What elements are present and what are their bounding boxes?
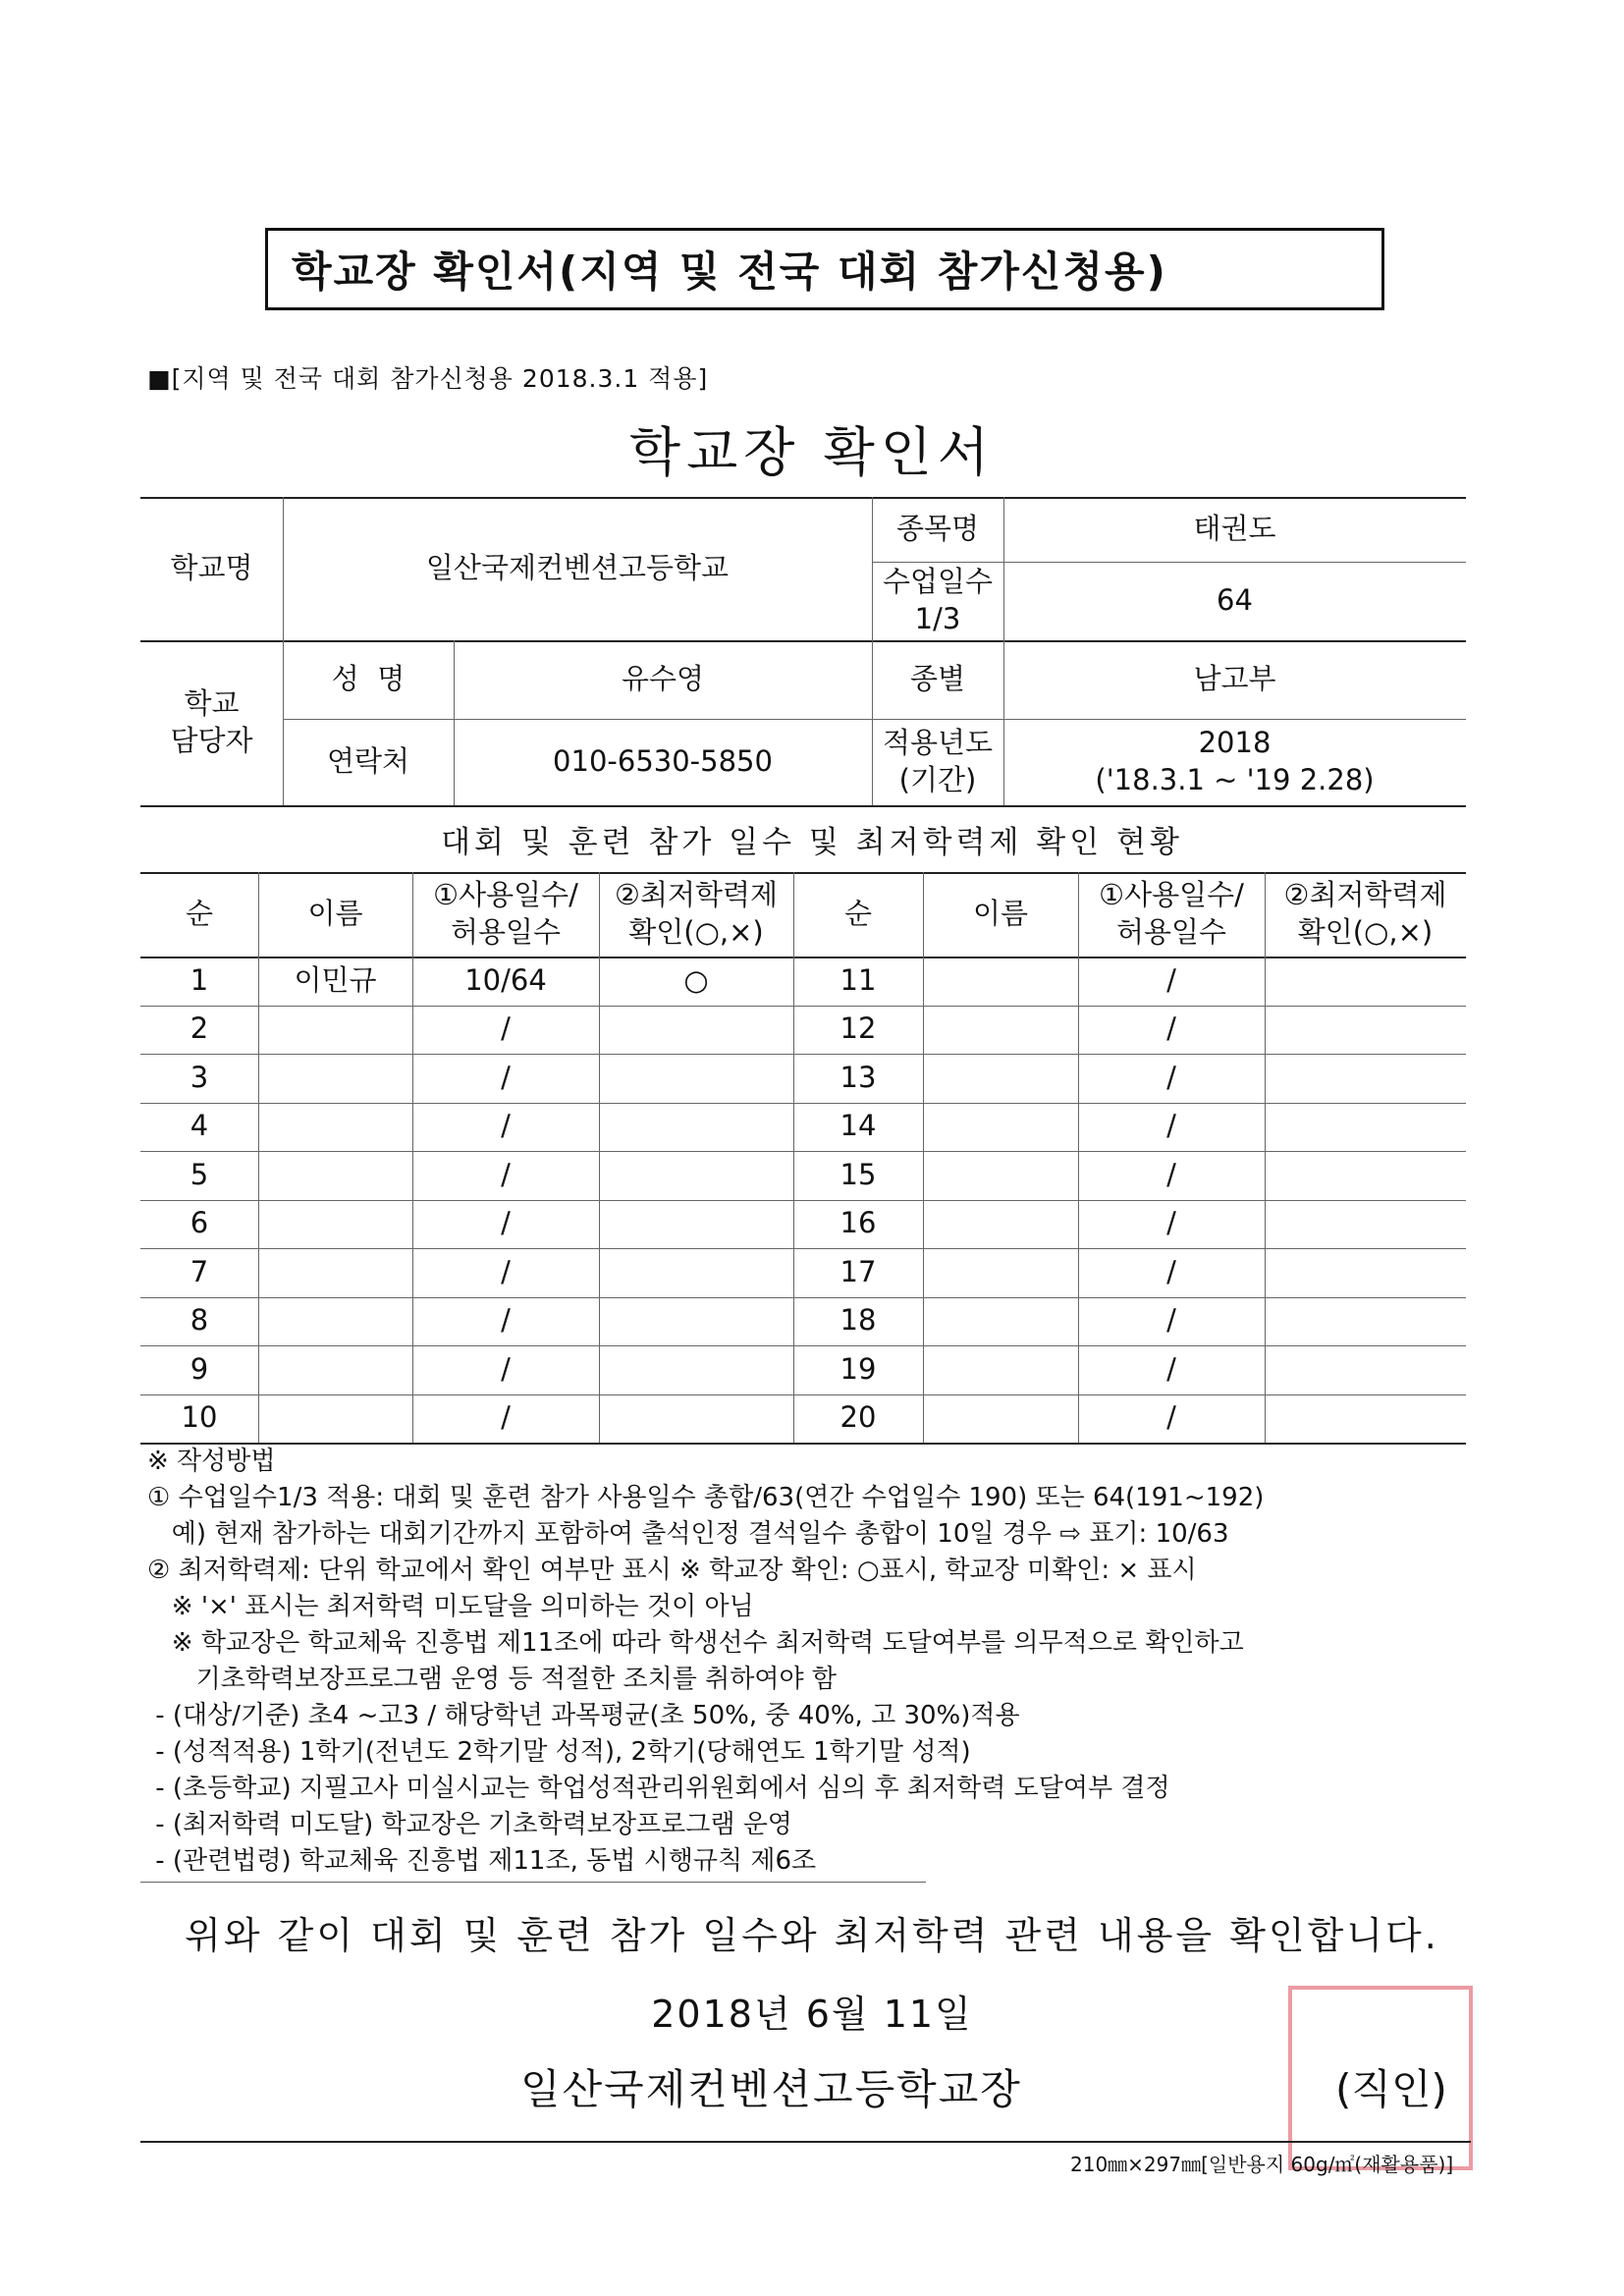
row-student-name [258, 1297, 412, 1346]
row-check [599, 1151, 793, 1200]
row-days: / [1166, 1060, 1176, 1094]
row-days: / [1166, 1400, 1176, 1435]
note-line: ① 수업일수1/3 적용: 대회 및 훈련 참가 사용일수 총합/63(연간 수업일수 190) 또는 64(191~192) [147, 1483, 1265, 1512]
paper-spec: 210㎜×297㎜[일반용지 60g/㎡(재활용품)] [1070, 2153, 1454, 2176]
header-days [412, 872, 599, 957]
header-name: 이름 [307, 897, 363, 931]
row-days: / [1166, 1254, 1176, 1288]
row-student-name [923, 957, 1078, 1006]
row-number: 3 [189, 1060, 209, 1094]
confirmation-statement: 위와 같이 대회 및 훈련 참가 일수와 최저학력 관련 내용을 확인합니다. [185, 1914, 1439, 1957]
row-number: 10 [181, 1400, 218, 1435]
row-student-name [923, 1006, 1078, 1055]
row-check [599, 1103, 793, 1152]
row-number: 19 [839, 1351, 877, 1386]
form-title-box [265, 228, 1384, 310]
row-check: ○ [683, 962, 709, 997]
row-days: / [501, 1303, 511, 1338]
row-number: 4 [189, 1109, 209, 1143]
staff-label-line2: 담당자 [170, 724, 253, 757]
note-line: ※ '×' 표시는 최저학력 미도달을 의미하는 것이 아님 [147, 1592, 754, 1621]
form-title: 학교장 확인서(지역 및 전국 대회 참가신청용) [292, 247, 1167, 296]
header-days-line1: ①사용일수/ [1099, 878, 1244, 912]
row-student-name [923, 1297, 1078, 1346]
staff-label-line1: 학교 [184, 686, 240, 721]
row-number: 15 [839, 1157, 877, 1191]
row-number: 1 [189, 962, 209, 997]
row-check [599, 1006, 793, 1055]
row-check [599, 1297, 793, 1346]
sport-value: 태권도 [1193, 512, 1276, 546]
row-number: 2 [189, 1011, 209, 1046]
row-days: / [1166, 1303, 1176, 1338]
info-divider [140, 805, 1466, 807]
note-line: - (관련법령) 학교체육 진흥법 제11조, 동법 시행규칙 제6조 [147, 1846, 817, 1876]
row-number: 5 [189, 1157, 209, 1191]
row-check [599, 1248, 793, 1297]
header-name: 이름 [972, 897, 1029, 931]
year-label-line1: 적용년도 [882, 726, 994, 760]
row-check [1265, 1006, 1466, 1055]
row-days: / [1166, 1011, 1176, 1046]
row-check [1265, 1200, 1466, 1249]
section-title: 대회 및 훈련 참가 일수 및 최저학력제 확인 현황 [441, 825, 1183, 860]
row-check [599, 1200, 793, 1249]
header-days-line1: ①사용일수/ [433, 878, 578, 912]
note-line: 예) 현재 참가하는 대회기간까지 포함하여 출석인정 결석일수 총합이 10일 경우 ⇨ 표기: 10/63 [147, 1519, 1229, 1549]
row-check [1265, 1103, 1466, 1152]
classdays-label [872, 562, 1003, 640]
row-days: / [501, 1254, 511, 1288]
row-number: 6 [189, 1206, 209, 1240]
row-days: / [501, 1400, 511, 1435]
note-line: ※ 작성방법 [147, 1447, 276, 1476]
note-line: - (대상/기준) 초4 ~고3 / 해당학년 과목평균(초 50%, 중 40%, 고 30%)적용 [147, 1701, 1020, 1730]
row-student-name [258, 1054, 412, 1103]
category-value: 남고부 [1193, 662, 1276, 696]
contact-label: 연락처 [326, 744, 410, 779]
note-line: - (성적적용) 1학기(전년도 2학기말 성적), 2학기(당해연도 1학기말 성적) [147, 1737, 971, 1767]
header-no: 순 [185, 897, 213, 931]
school-value: 일산국제컨벤션고등학교 [425, 551, 730, 585]
row-check [1265, 1151, 1466, 1200]
row-student-name [923, 1103, 1078, 1152]
row-student-name [258, 1248, 412, 1297]
row-number: 16 [839, 1206, 877, 1240]
year-label [872, 719, 1003, 805]
seal-label: (직인) [1335, 2065, 1447, 2113]
row-number: 20 [839, 1400, 877, 1435]
row-student-name [923, 1200, 1078, 1249]
contact-value: 010-6530-5850 [553, 744, 773, 779]
row-check [1265, 1345, 1466, 1394]
row-student-name [258, 1006, 412, 1055]
year-label-line2: (기간) [898, 763, 977, 796]
header-check-line1: ②최저학력제 [1283, 878, 1447, 912]
header-days-line2: 허용일수 [450, 915, 562, 949]
school-label: 학교명 [170, 551, 253, 585]
row-number: 12 [839, 1011, 877, 1046]
year-value-line2: ('18.3.1 ~ '19 2.28) [1095, 763, 1375, 796]
row-student-name [258, 1103, 412, 1152]
row-check [1265, 957, 1466, 1006]
header-check [1265, 872, 1466, 957]
row-student-name: 이민규 [294, 962, 377, 997]
writing-instructions [147, 1444, 1264, 1880]
classdays-label-line1: 수업일수 [882, 565, 994, 599]
note-line: 기초학력보장프로그램 운영 등 적절한 조치를 취하여야 함 [147, 1665, 837, 1694]
row-days: / [501, 1109, 511, 1143]
row-days: / [501, 1206, 511, 1240]
row-check [1265, 1297, 1466, 1346]
row-days: / [501, 1351, 511, 1386]
header-no: 순 [843, 897, 872, 931]
row-number: 7 [189, 1254, 209, 1288]
row-student-name [258, 1200, 412, 1249]
notes-bottom-border [140, 1882, 926, 1883]
row-student-name [923, 1248, 1078, 1297]
classdays-label-line2: 1/3 [914, 602, 961, 635]
row-number: 18 [839, 1303, 877, 1338]
row-check [1265, 1248, 1466, 1297]
note-line: - (초등학교) 지필고사 미실시교는 학업성적관리위원회에서 심의 후 최저학력 도달여부 결정 [147, 1774, 1170, 1803]
row-check [599, 1054, 793, 1103]
note-line: ※ 학교장은 학교체육 진흥법 제11조에 따라 학생선수 최저학력 도달여부를 의무적으로 확인하고 [147, 1628, 1244, 1658]
row-student-name [923, 1394, 1078, 1444]
row-number: 9 [189, 1351, 209, 1386]
name-value: 유수영 [621, 662, 705, 696]
row-days: / [1166, 962, 1176, 997]
row-days: / [1166, 1206, 1176, 1240]
row-days: / [1166, 1351, 1176, 1386]
row-number: 13 [839, 1060, 877, 1094]
row-student-name [258, 1394, 412, 1444]
staff-label [140, 640, 283, 805]
header-check-line1: ②최저학력제 [614, 878, 779, 912]
row-student-name [258, 1345, 412, 1394]
year-value-line1: 2018 [1198, 726, 1272, 760]
row-days: / [501, 1157, 511, 1191]
issue-date: 2018년 6월 11일 [651, 1993, 973, 2036]
row-days: 10/64 [464, 962, 547, 997]
principal-title: 일산국제컨벤션고등학교장 [520, 2065, 1022, 2113]
row-days: / [1166, 1157, 1176, 1191]
row-days: / [501, 1060, 511, 1094]
row-student-name [923, 1151, 1078, 1200]
note-line: - (최저학력 미도달) 학교장은 기초학력보장프로그램 운영 [147, 1810, 792, 1839]
name-label: 성 명 [331, 662, 406, 696]
classdays-value: 64 [1217, 583, 1253, 618]
document-title: 학교장 확인서 [628, 421, 996, 483]
year-value [1003, 719, 1466, 805]
header-check-line2: 확인(○,×) [628, 915, 764, 949]
header-days [1078, 872, 1265, 957]
category-label: 종별 [909, 662, 966, 696]
row-student-name [258, 1151, 412, 1200]
footer-border [140, 2141, 1471, 2143]
row-number: 11 [839, 962, 877, 997]
header-check-line2: 확인(○,×) [1297, 915, 1434, 949]
row-check [1265, 1394, 1466, 1444]
row-number: 8 [189, 1303, 209, 1338]
row-check [599, 1345, 793, 1394]
row-student-name [923, 1054, 1078, 1103]
header-check [599, 872, 793, 957]
row-days: / [1166, 1109, 1176, 1143]
note-line: ② 최저학력제: 단위 학교에서 확인 여부만 표시 ※ 학교장 확인: ○표시, 학교장 미확인: × 표시 [147, 1556, 1197, 1585]
row-check [1265, 1054, 1466, 1103]
sport-label: 종목명 [895, 512, 980, 546]
row-check [599, 1394, 793, 1444]
header-days-line2: 허용일수 [1115, 915, 1227, 949]
row-number: 17 [839, 1254, 877, 1288]
row-student-name [923, 1345, 1078, 1394]
row-days: / [501, 1011, 511, 1046]
row-number: 14 [839, 1109, 877, 1143]
form-subnote: ■[지역 및 전국 대회 참가신청용 2018.3.1 적용] [147, 364, 709, 393]
